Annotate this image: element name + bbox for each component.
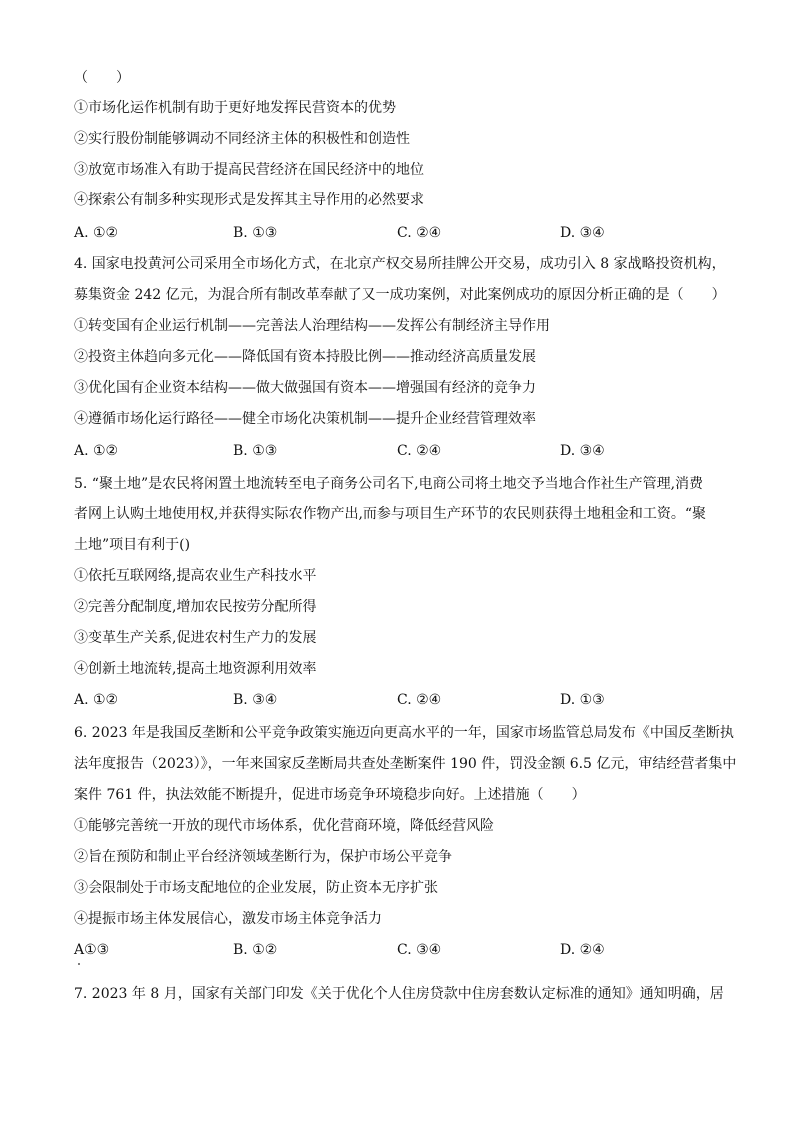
- q5-stem-line-3: 土地”项目有利于(): [74, 537, 191, 553]
- q4-item-1: ①转变国有企业运行机制——完善法人治理结构——发挥公有制经济主导作用: [74, 318, 550, 334]
- q6-option-c: C. ③④: [397, 942, 442, 958]
- q3-item-2: ②实行股份制能够调动不同经济主体的积极性和创造性: [74, 131, 410, 147]
- q6-item-4: ④提振市场主体发展信心，激发市场主体竞争活力: [74, 911, 382, 927]
- q5-item-2: ②完善分配制度,增加农民按劳分配所得: [74, 599, 317, 615]
- q5-option-d: D. ①③: [560, 692, 605, 708]
- q5-stem-line-1: 5. “聚土地”是农民将闲置土地流转至电子商务公司名下,电商公司将土地交予当地合作社生产管理,消费: [74, 476, 704, 492]
- q7-stem-line-1: 7. 2023 年 8 月，国家有关部门印发《关于优化个人住房贷款中住房套数认定标准的通知》通知明确，居: [74, 986, 724, 1002]
- q3-option-d: D. ③④: [560, 225, 605, 241]
- q3-item-4: ④探索公有制多种实现形式是发挥其主导作用的必然要求: [74, 192, 424, 208]
- q3-option-b: B. ①③: [233, 225, 278, 241]
- q6-option-d: D. ②④: [560, 942, 605, 958]
- q4-option-d: D. ③④: [560, 443, 605, 459]
- q3-options: [74, 223, 724, 243]
- q4-option-a: A. ①②: [74, 443, 119, 459]
- q3-item-3: ③放宽市场准入有助于提高民营经济在国民经济中的地位: [74, 162, 424, 178]
- q3-option-c: C. ②④: [397, 225, 442, 241]
- q6-option-a: A①③: [74, 942, 110, 958]
- q5-options: [74, 690, 724, 710]
- q5-stem-line-2: 者网上认购土地使用权,并获得实际农作物产出,而参与项目生产环节的农民则获得土地租金和工资。“聚: [74, 506, 707, 522]
- q6-stem-line-3: 案件 761 件，执法效能不断提升，促进市场竞争环境稳步向好。上述措施（ ）: [74, 787, 586, 803]
- q5-option-b: B. ③④: [233, 692, 278, 708]
- q4-item-4: ④遵循市场化运行路径——健全市场化决策机制——提升企业经营管理效率: [74, 411, 536, 427]
- q5-item-3: ③变革生产关系,促进农村生产力的发展: [74, 630, 317, 646]
- q6-options: [74, 940, 724, 960]
- q3-item-1: ①市场化运作机制有助于更好地发挥民营资本的优势: [74, 100, 396, 116]
- q5-option-c: C. ②④: [397, 692, 442, 708]
- q4-option-b: B. ①③: [233, 443, 278, 459]
- q3-option-a: A. ①②: [74, 225, 119, 241]
- q4-stem-line-1: 4. 国家电投黄河公司采用全市场化方式，在北京产权交易所挂牌公开交易，成功引入 8 家战略投资机构，: [74, 256, 726, 272]
- q4-stem-line-2: 募集资金 242 亿元，为混合所有制改革奉献了又一成功案例，对此案例成功的原因分析正确的是（ ）: [74, 287, 726, 303]
- q6-item-1: ①能够完善统一开放的现代市场体系，优化营商环境，降低经营风险: [74, 818, 494, 834]
- q4-item-2: ②投资主体趋向多元化——降低国有资本持股比例——推动经济高质量发展: [74, 349, 536, 365]
- q6-item-2: ②旨在预防和制止平台经济领域垄断行为，保护市场公平竞争: [74, 849, 452, 865]
- q3-answer-paren: （ ）: [74, 70, 130, 86]
- q4-option-c: C. ②④: [397, 443, 442, 459]
- q6-option-b: B. ①②: [233, 942, 278, 958]
- q6-stem-line-1: 6. 2023 年是我国反垄断和公平竞争政策实施迈向更高水平的一年，国家市场监管总局发布《中国反垄断执: [74, 725, 734, 741]
- q4-item-3: ③优化国有企业资本结构——做大做强国有资本——增强国有经济的竞争力: [74, 380, 536, 396]
- stray-dot: [78, 963, 80, 965]
- q5-item-4: ④创新土地流转,提高土地资源利用效率: [74, 661, 317, 677]
- q5-item-1: ①依托互联网络,提高农业生产科技水平: [74, 568, 317, 584]
- q6-item-3: ③会限制处于市场支配地位的企业发展，防止资本无序扩张: [74, 880, 438, 896]
- q4-options: [74, 441, 724, 461]
- q6-stem-line-2: 法年度报告（2023）》，一年来国家反垄断局共查处垄断案件 190 件，罚没金额 6.5 亿元，审结经营者集中: [74, 756, 737, 772]
- q5-option-a: A. ①②: [74, 692, 119, 708]
